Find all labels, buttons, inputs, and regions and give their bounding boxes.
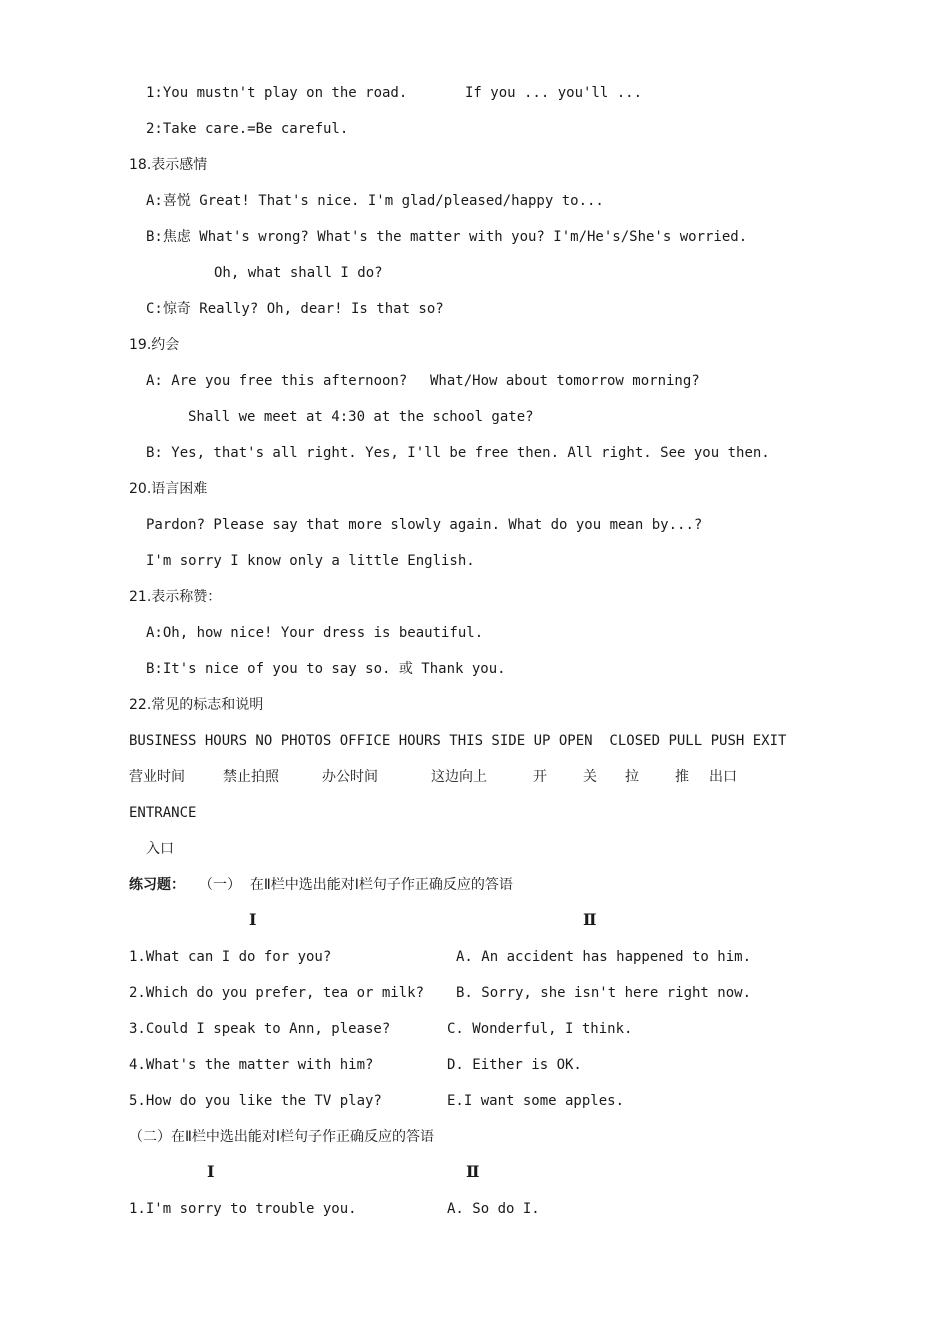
question-item: 3.Could I speak to Ann, please? — [129, 1021, 391, 1037]
section-heading: 20.语言困难 — [129, 481, 208, 497]
text-line: B:It's nice of you to say so. 或 Thank you. — [146, 661, 506, 677]
text-line: 2:Take care.=Be careful. — [146, 121, 349, 137]
text-line: ENTRANCE — [129, 805, 197, 821]
sign-label: 营业时间 — [129, 769, 185, 785]
section-heading: 22.常见的标志和说明 — [129, 697, 264, 713]
exercise-label: 练习题： — [129, 877, 185, 893]
answer-item: B. Sorry, she isn't here right now. — [456, 985, 752, 1001]
exercise-title: （二）在Ⅱ栏中选出能对Ⅰ栏句子作正确反应的答语 — [129, 1129, 435, 1145]
text-line: A: Are you free this afternoon? — [146, 373, 408, 389]
text-line: What/How about tomorrow morning? — [430, 373, 700, 389]
text-line: A:喜悦 Great! That's nice. I'm glad/pleased/happy to... — [146, 193, 604, 209]
answer-item: C. Wonderful, I think. — [447, 1021, 633, 1037]
column-heading-2: Ⅱ — [583, 910, 597, 929]
sign-label: 这边向上 — [431, 769, 487, 785]
text-line: B: Yes, that's all right. Yes, I'll be free then. All right. See you then. — [146, 445, 770, 461]
answer-item: E.I want some apples. — [447, 1093, 625, 1109]
question-item: 2.Which do you prefer, tea or milk? — [129, 985, 425, 1001]
sign-label: 办公时间 — [322, 769, 378, 785]
text-line: Oh, what shall I do? — [214, 265, 383, 281]
text-line: Shall we meet at 4:30 at the school gate? — [188, 409, 534, 425]
sign-label: 禁止拍照 — [223, 769, 279, 785]
sign-label: 出口 — [709, 769, 737, 785]
section-heading: 19.约会 — [129, 337, 180, 353]
question-item: 5.How do you like the TV play? — [129, 1093, 382, 1109]
question-item: 1.I'm sorry to trouble you. — [129, 1201, 357, 1217]
question-item: 4.What's the matter with him? — [129, 1057, 374, 1073]
column-heading-1: Ⅰ — [249, 910, 257, 929]
section-heading: 21.表示称赞： — [129, 589, 222, 605]
text-line: B:焦虑 What's wrong? What's the matter with you? I'm/He's/She's worried. — [146, 229, 748, 245]
column-heading-2: Ⅱ — [466, 1162, 480, 1181]
text-line: Pardon? Please say that more slowly again. What do you mean by...? — [146, 517, 703, 533]
text-line: C:惊奇 Really? Oh, dear! Is that so? — [146, 301, 444, 317]
exercise-title: （一） 在Ⅱ栏中选出能对Ⅰ栏句子作正确反应的答语 — [199, 877, 513, 893]
sign-label: 开 — [533, 769, 547, 785]
text-line: I'm sorry I know only a little English. — [146, 553, 475, 569]
question-item: 1.What can I do for you? — [129, 949, 332, 965]
column-heading-1: Ⅰ — [207, 1162, 215, 1181]
text-line: 入口 — [146, 841, 174, 857]
text-line: 1:You mustn't play on the road. — [146, 85, 408, 101]
sign-label: 关 — [583, 769, 597, 785]
sign-label: 推 — [675, 769, 689, 785]
answer-item: A. So do I. — [447, 1201, 540, 1217]
text-line: BUSINESS HOURS NO PHOTOS OFFICE HOURS THIS SIDE UP OPEN CLOSED PULL PUSH EXIT — [129, 733, 787, 749]
answer-item: A. An accident has happened to him. — [456, 949, 752, 965]
text-line: If you ... you'll ... — [465, 85, 643, 101]
sign-label: 拉 — [625, 769, 639, 785]
answer-item: D. Either is OK. — [447, 1057, 582, 1073]
section-heading: 18.表示感情 — [129, 157, 208, 173]
text-line: A:Oh, how nice! Your dress is beautiful. — [146, 625, 484, 641]
